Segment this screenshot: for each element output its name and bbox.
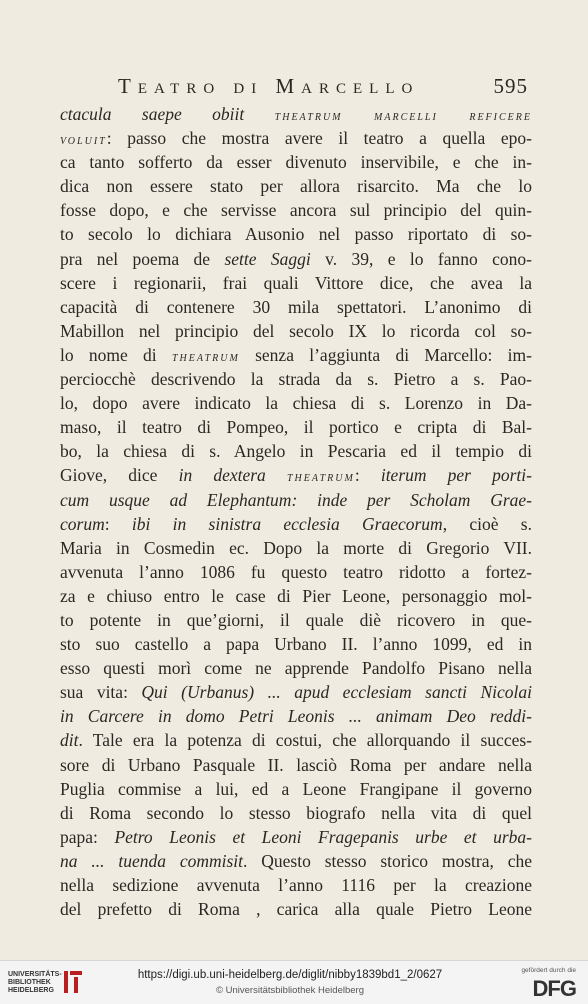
text-line <box>60 753 532 777</box>
text-segment: : <box>104 513 132 534</box>
text-segment: Puglia commise a lui, ed a Leone Frangipane il governo <box>60 778 532 799</box>
text-segment: v. 39, e lo fanno cono- <box>310 248 532 269</box>
text-segment: . Questo stesso storico mostra, che <box>243 850 532 871</box>
text-line <box>60 632 532 656</box>
page-number: 595 <box>493 74 528 98</box>
text-segment: senza l’aggiunta di Marcello: im- <box>239 344 532 365</box>
text-segment: za e chiuso entro le case di Pier Leone, personaggio mol- <box>60 585 532 606</box>
text-line <box>60 319 532 343</box>
text-line <box>60 849 532 873</box>
text-segment: lo, dopo avere indicato la chiesa di s. Lorenzo in Da- <box>60 393 532 414</box>
text-line <box>60 247 532 271</box>
viewer-footer <box>0 960 588 1004</box>
text-segment: sette Saggi <box>224 248 311 269</box>
text-segment: fosse dopo, e che servisse ancora sul principio del quin- <box>60 200 532 221</box>
text-line <box>60 150 532 174</box>
text-segment: maso, il teatro di Pompeo, il portico e cripta di Bal- <box>60 417 532 438</box>
text-line <box>60 343 532 367</box>
text-segment: to secolo lo dichiara Ausonio nel passo riportato di so- <box>60 224 532 245</box>
text-line <box>60 536 532 560</box>
text-segment: voluit <box>60 133 107 149</box>
text-line <box>60 295 532 319</box>
text-line <box>60 704 532 728</box>
text-line <box>60 439 532 463</box>
funded-by-label: gefördert durch die <box>521 967 576 974</box>
text-line <box>60 391 532 415</box>
text-line <box>60 198 532 222</box>
text-segment: scere i regionarii, frai quali Vittore dice, che avea la <box>60 272 532 293</box>
text-segment: del prefetto di Roma , carica alla quale Pietro Leone <box>60 899 532 920</box>
text-segment: ibi in sinistra ecclesia Graecorum <box>131 513 443 534</box>
text-segment: : <box>354 465 381 486</box>
page-url-link[interactable]: https://digi.ub.uni-heidelberg.de/diglit/nibby1839bd1_2/0627 <box>137 969 443 981</box>
text-line <box>60 873 532 897</box>
text-line <box>60 102 532 126</box>
text-segment: , cioè s. <box>442 513 532 534</box>
text-segment: dica non essere stato per allora risarcito. Ma che lo <box>60 176 532 197</box>
text-segment: : passo che mostra avere il teatro a quella epo- <box>106 128 532 149</box>
text-line <box>60 222 532 246</box>
text-segment: corum <box>60 513 105 534</box>
text-segment: theatrum marcelli reficere <box>274 109 532 124</box>
text-segment: cum usque ad Elephantum: inde per Scholam Grae- <box>60 489 532 510</box>
heidelberg-library-icon <box>62 968 84 996</box>
text-line <box>60 488 532 512</box>
text-segment: sore di Urbano Pasquale II. lasciò Roma per andare nella <box>60 754 532 775</box>
library-name: UNIVERSITÄTS-BIBLIOTHEK HEIDELBERG <box>8 971 62 994</box>
text-segment: iterum per porti- <box>380 465 532 486</box>
text-segment: esso questi morì come ne apprende Pandolfo Pisano nella <box>60 658 532 679</box>
text-segment: capacità di contenere 30 mila spettatori. L’anonimo di <box>60 296 532 317</box>
running-head-title: Teatro di Marcello <box>118 74 420 98</box>
dfg-logo: DFG <box>532 976 576 1001</box>
text-segment: dit <box>60 730 79 751</box>
text-segment: sto suo castello a papa Urbano II. l’anno 1099, ed in <box>60 634 532 655</box>
copyright-text: © Universitätsbibliothek Heidelberg <box>216 985 364 996</box>
text-line <box>60 271 532 295</box>
text-segment: pra nel poema de <box>60 248 225 269</box>
text-segment: avvenuta l’anno 1086 fu questo teatro ridotto a fortez- <box>60 561 532 582</box>
text-segment: Giove, dice <box>60 465 179 486</box>
text-line <box>60 897 532 921</box>
text-line <box>60 608 532 632</box>
text-line <box>60 825 532 849</box>
text-line <box>60 463 532 487</box>
text-line <box>60 777 532 801</box>
text-segment: to potente in que’giorni, il quale diè ricovero in que- <box>60 609 532 630</box>
text-line <box>60 512 532 536</box>
body-text <box>60 102 532 921</box>
text-line <box>60 656 532 680</box>
text-segment: nella sedizione avvenuta l’anno 1116 per la creazione <box>60 875 532 895</box>
text-segment: in dextera <box>178 465 287 486</box>
text-line <box>60 174 532 198</box>
text-line <box>60 560 532 584</box>
text-segment: perciocchè descrivendo la strada da s. Pietro a s. Pao- <box>60 369 532 390</box>
text-segment: Maria in Cosmedin ec. Dopo la morte di Gregorio VII. <box>60 537 532 558</box>
text-segment: Qui (Urbanus) ... apud ecclesiam sancti Nicolai <box>141 682 532 703</box>
text-line <box>60 801 532 825</box>
text-segment: ca tanto sofferto da esser divenuto inservibile, e che in- <box>60 152 532 173</box>
text-segment: theatrum <box>286 470 355 486</box>
text-line <box>60 367 532 391</box>
text-segment: Mabillon nel principio del secolo IX lo ricorda col so- <box>60 320 532 341</box>
text-segment: ctacula saepe obiit <box>60 104 275 124</box>
text-line <box>60 728 532 752</box>
text-segment: . Tale era la potenza di costui, che allorquando il succes- <box>78 730 532 751</box>
text-segment: sua vita: <box>60 682 142 703</box>
text-segment: na ... tuenda commisit <box>60 850 244 871</box>
text-segment: lo nome di <box>60 344 172 365</box>
text-segment: in Carcere in domo Petri Leonis ... animam Deo reddi- <box>60 706 532 727</box>
text-segment: Petro Leonis et Leoni Fragepanis urbe et urba- <box>114 826 532 847</box>
text-line <box>60 126 532 150</box>
text-segment: di Roma secondo lo stesso biografo nella vita di quel <box>60 802 532 823</box>
text-segment: bo, la chiesa di s. Angelo in Pescaria ed il tempio di <box>60 441 532 462</box>
text-segment: papa: <box>60 826 115 847</box>
text-line <box>60 584 532 608</box>
text-line <box>60 415 532 439</box>
text-line <box>60 680 532 704</box>
text-segment: theatrum <box>171 349 240 365</box>
